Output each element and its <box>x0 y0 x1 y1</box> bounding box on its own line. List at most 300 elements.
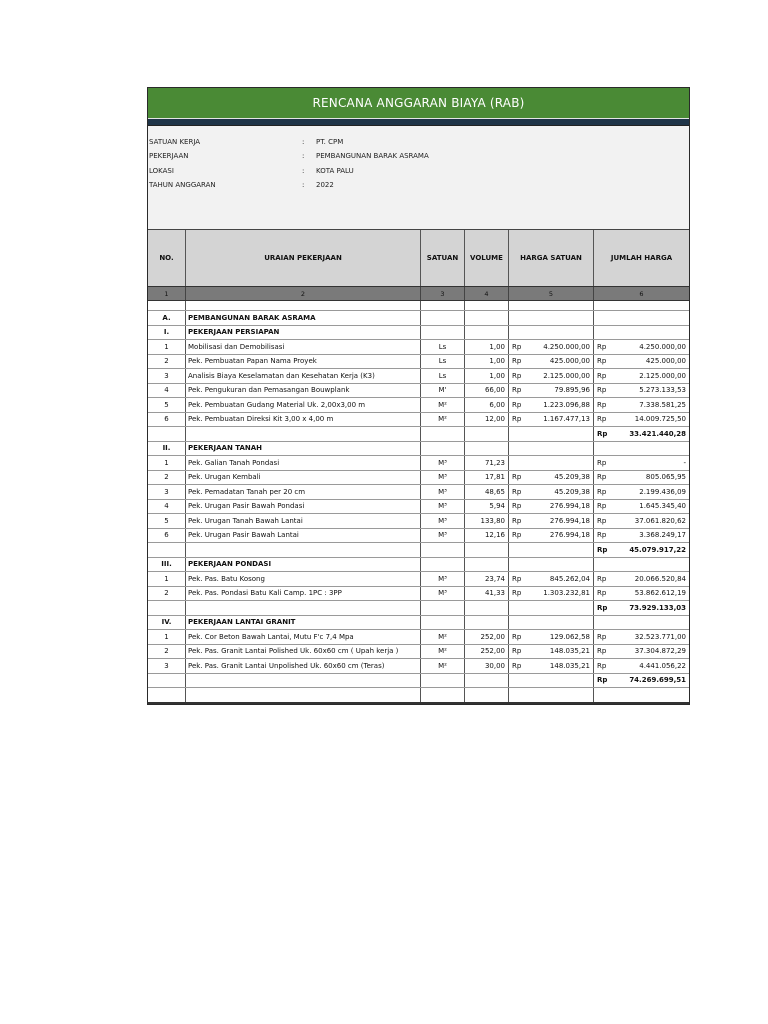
spacer-cell <box>186 301 421 310</box>
cell-no: 2 <box>148 471 186 485</box>
currency-label: Rp <box>512 400 522 409</box>
currency-label: Rp <box>512 647 522 656</box>
cell-jumlah-harga <box>594 340 689 354</box>
cell-no <box>148 427 186 441</box>
table-row <box>148 572 689 587</box>
cell-satuan <box>421 543 465 557</box>
cell-no: 6 <box>148 529 186 543</box>
currency-label: Rp <box>512 589 522 598</box>
cell-harga-satuan <box>509 529 594 543</box>
cell-jumlah-harga <box>594 456 689 470</box>
cell-satuan: M² <box>421 630 465 644</box>
header-volume: VOLUME <box>465 230 509 286</box>
cell-jumlah-harga <box>594 688 689 702</box>
currency-label: Rp <box>597 545 608 554</box>
info-label: SATUAN KERJA <box>149 138 201 146</box>
column-number: 5 <box>509 287 594 300</box>
cell-satuan: M³ <box>421 456 465 470</box>
cell-satuan <box>421 688 465 702</box>
harga-amount: 2.125.000,00 <box>543 371 590 380</box>
cell-harga-satuan <box>509 456 594 470</box>
cell-uraian <box>186 601 421 615</box>
cell-jumlah-harga <box>594 558 689 572</box>
header-satuan: SATUAN <box>421 230 465 286</box>
cell-satuan: M³ <box>421 514 465 528</box>
section-heading-row <box>148 442 689 457</box>
cell-no: 1 <box>148 456 186 470</box>
cell-uraian: PEKERJAAN LANTAI GRANIT <box>186 616 421 630</box>
cell-uraian: Pek. Urugan Kembali <box>186 471 421 485</box>
column-number: 4 <box>465 287 509 300</box>
cell-volume: 1,00 <box>465 355 509 369</box>
column-number: 3 <box>421 287 465 300</box>
cell-volume: 252,00 <box>465 630 509 644</box>
cell-volume: 41,33 <box>465 587 509 601</box>
blank-row <box>148 688 689 704</box>
table-row <box>148 355 689 370</box>
harga-amount: 276.994,18 <box>549 531 590 540</box>
cell-satuan: Ls <box>421 355 465 369</box>
cell-satuan: M³ <box>421 587 465 601</box>
table-row <box>148 398 689 413</box>
table-row <box>148 485 689 500</box>
currency-label: Rp <box>597 661 607 670</box>
cell-volume: 66,00 <box>465 384 509 398</box>
cell-harga-satuan <box>509 326 594 340</box>
currency-label: Rp <box>597 415 607 424</box>
jumlah-amount: 33.421.440,28 <box>629 429 686 438</box>
cell-harga-satuan <box>509 355 594 369</box>
currency-label: Rp <box>512 357 522 366</box>
cell-harga-satuan <box>509 630 594 644</box>
cell-uraian: Pek. Pas. Granit Lantai Polished Uk. 60x60 cm ( Upah kerja ) <box>186 645 421 659</box>
cell-no: IV. <box>148 616 186 630</box>
currency-label: Rp <box>597 647 607 656</box>
cell-uraian: Pek. Urugan Tanah Bawah Lantai <box>186 514 421 528</box>
cell-no: III. <box>148 558 186 572</box>
cell-volume: 12,16 <box>465 529 509 543</box>
table-row <box>148 413 689 428</box>
cell-jumlah-harga <box>594 514 689 528</box>
cell-satuan: M³ <box>421 485 465 499</box>
cell-harga-satuan <box>509 398 594 412</box>
info-label: TAHUN ANGGARAN <box>149 181 216 189</box>
harga-amount: 129.062,58 <box>549 632 590 641</box>
cell-uraian: PEKERJAAN PERSIAPAN <box>186 326 421 340</box>
cell-satuan: M³ <box>421 500 465 514</box>
cell-jumlah-harga <box>594 384 689 398</box>
cell-uraian: Mobilisasi dan Demobilisasi <box>186 340 421 354</box>
cell-volume: 6,00 <box>465 398 509 412</box>
currency-label: Rp <box>597 574 607 583</box>
jumlah-amount: 7.338.581,25 <box>639 400 686 409</box>
currency-label: Rp <box>512 502 522 511</box>
jumlah-amount: 805.065,95 <box>645 473 686 482</box>
table-row <box>148 630 689 645</box>
cell-volume: 30,00 <box>465 659 509 673</box>
cell-harga-satuan <box>509 659 594 673</box>
cell-volume <box>465 688 509 702</box>
currency-label: Rp <box>512 371 522 380</box>
cell-uraian: Pek. Pembuatan Gudang Material Uk. 2,00x3,00 m <box>186 398 421 412</box>
cell-jumlah-harga <box>594 326 689 340</box>
cell-volume <box>465 674 509 688</box>
table-row <box>148 514 689 529</box>
harga-amount: 148.035,21 <box>549 661 590 670</box>
jumlah-amount: 5.273.133,53 <box>639 386 686 395</box>
info-row-pekerjaan <box>148 150 689 162</box>
cell-no: 2 <box>148 645 186 659</box>
cell-uraian: Pek. Pas. Batu Kosong <box>186 572 421 586</box>
cell-uraian: Pek. Pas. Pondasi Batu Kali Camp. 1PC : 3PP <box>186 587 421 601</box>
table-row <box>148 587 689 602</box>
cell-no: II. <box>148 442 186 456</box>
harga-amount: 1.303.232,81 <box>543 589 590 598</box>
jumlah-amount: 3.368.249,17 <box>639 531 686 540</box>
table-row <box>148 384 689 399</box>
cell-harga-satuan <box>509 688 594 702</box>
jumlah-amount: 2.199.436,09 <box>639 487 686 496</box>
currency-label: Rp <box>597 473 607 482</box>
cell-uraian: Pek. Pengukuran dan Pemasangan Bouwplank <box>186 384 421 398</box>
header-harga-satuan: HARGA SATUAN <box>509 230 594 286</box>
currency-label: Rp <box>512 516 522 525</box>
currency-label: Rp <box>512 661 522 670</box>
cell-volume: 17,81 <box>465 471 509 485</box>
cell-volume <box>465 543 509 557</box>
harga-amount: 79.895,96 <box>554 386 590 395</box>
cell-uraian: PEKERJAAN PONDASI <box>186 558 421 572</box>
currency-label: Rp <box>597 531 607 540</box>
section-heading-row <box>148 616 689 631</box>
cell-jumlah-harga <box>594 630 689 644</box>
cell-jumlah-harga <box>594 442 689 456</box>
currency-label: Rp <box>512 473 522 482</box>
section-heading-row <box>148 558 689 573</box>
subtotal-row <box>148 674 689 689</box>
harga-amount: 4.250.000,00 <box>543 342 590 351</box>
cell-volume: 1,00 <box>465 369 509 383</box>
cell-jumlah-harga <box>594 601 689 615</box>
cell-satuan: M² <box>421 645 465 659</box>
cell-harga-satuan <box>509 442 594 456</box>
subtotal-row <box>148 427 689 442</box>
cell-jumlah-harga <box>594 543 689 557</box>
cell-uraian: Pek. Pas. Granit Lantai Unpolished Uk. 60x60 cm (Teras) <box>186 659 421 673</box>
cell-jumlah-harga <box>594 355 689 369</box>
harga-amount: 845.262,04 <box>549 574 590 583</box>
harga-amount: 45.209,38 <box>554 487 590 496</box>
cell-harga-satuan <box>509 369 594 383</box>
harga-amount: 148.035,21 <box>549 647 590 656</box>
currency-label: Rp <box>512 531 522 540</box>
cell-satuan <box>421 311 465 325</box>
harga-amount: 276.994,18 <box>549 516 590 525</box>
cell-no: 2 <box>148 587 186 601</box>
cell-no: 2 <box>148 355 186 369</box>
cell-jumlah-harga <box>594 427 689 441</box>
info-colon: : <box>302 138 305 146</box>
cell-harga-satuan <box>509 616 594 630</box>
currency-label: Rp <box>512 632 522 641</box>
currency-label: Rp <box>597 516 607 525</box>
info-value: PT. CPM <box>316 138 344 146</box>
cell-satuan: M³ <box>421 572 465 586</box>
cell-satuan <box>421 427 465 441</box>
cell-volume <box>465 558 509 572</box>
cell-no: I. <box>148 326 186 340</box>
harga-amount: 276.994,18 <box>549 502 590 511</box>
info-value: KOTA PALU <box>316 167 354 175</box>
cell-jumlah-harga <box>594 413 689 427</box>
harga-amount: 1.223.096,88 <box>543 400 590 409</box>
jumlah-amount: 37.304.872,29 <box>634 647 686 656</box>
title-divider <box>148 118 689 125</box>
jumlah-amount: 425.000,00 <box>645 357 686 366</box>
header-no: NO. <box>148 230 186 286</box>
cell-harga-satuan <box>509 471 594 485</box>
currency-label: Rp <box>597 429 608 438</box>
cell-no: 4 <box>148 500 186 514</box>
cell-jumlah-harga <box>594 369 689 383</box>
cell-satuan <box>421 442 465 456</box>
cell-uraian: Pek. Cor Beton Bawah Lantai, Mutu F'c 7,4 Mpa <box>186 630 421 644</box>
info-label: LOKASI <box>149 167 174 175</box>
jumlah-amount: 4.441.056,22 <box>639 661 686 670</box>
info-label: PEKERJAAN <box>149 152 189 160</box>
cell-harga-satuan <box>509 587 594 601</box>
cell-satuan: M² <box>421 413 465 427</box>
jumlah-amount: 4.250.000,00 <box>639 342 686 351</box>
jumlah-amount: 1.645.345,40 <box>639 502 686 511</box>
cell-jumlah-harga <box>594 572 689 586</box>
cell-jumlah-harga <box>594 659 689 673</box>
cell-no: 1 <box>148 340 186 354</box>
spacer-cell <box>465 301 509 310</box>
cell-harga-satuan <box>509 572 594 586</box>
table-row <box>148 456 689 471</box>
cell-harga-satuan <box>509 311 594 325</box>
column-number: 2 <box>186 287 421 300</box>
spacer-row <box>148 301 689 311</box>
cell-volume: 1,00 <box>465 340 509 354</box>
cell-satuan <box>421 601 465 615</box>
cell-no: 3 <box>148 659 186 673</box>
cell-uraian: Pek. Pemadatan Tanah per 20 cm <box>186 485 421 499</box>
cell-harga-satuan <box>509 645 594 659</box>
cell-volume <box>465 326 509 340</box>
table-header <box>148 230 689 287</box>
cell-satuan: M' <box>421 384 465 398</box>
cell-jumlah-harga <box>594 500 689 514</box>
cell-uraian: Pek. Urugan Pasir Bawah Lantai <box>186 529 421 543</box>
cell-jumlah-harga <box>594 398 689 412</box>
spacer-cell <box>509 301 594 310</box>
cell-uraian <box>186 674 421 688</box>
jumlah-amount: - <box>683 458 686 467</box>
jumlah-amount: 32.523.771,00 <box>634 632 686 641</box>
cell-satuan <box>421 674 465 688</box>
cell-uraian: PEMBANGUNAN BARAK ASRAMA <box>186 311 421 325</box>
cell-no: A. <box>148 311 186 325</box>
currency-label: Rp <box>512 386 522 395</box>
header-uraian: URAIAN PEKERJAAN <box>186 230 421 286</box>
harga-amount: 1.167.477,13 <box>543 415 590 424</box>
cell-volume: 48,65 <box>465 485 509 499</box>
table-row <box>148 369 689 384</box>
cell-no: 1 <box>148 630 186 644</box>
cell-jumlah-harga <box>594 311 689 325</box>
column-number: 1 <box>148 287 186 300</box>
rab-sheet <box>147 87 690 705</box>
currency-label: Rp <box>597 487 607 496</box>
cell-volume <box>465 442 509 456</box>
subtotal-row <box>148 543 689 558</box>
cell-satuan: Ls <box>421 340 465 354</box>
currency-label: Rp <box>597 502 607 511</box>
cell-harga-satuan <box>509 413 594 427</box>
cell-satuan: Ls <box>421 369 465 383</box>
cell-harga-satuan <box>509 340 594 354</box>
info-row-satuan-kerja <box>148 136 689 148</box>
cell-harga-satuan <box>509 558 594 572</box>
cell-uraian <box>186 427 421 441</box>
cell-volume <box>465 616 509 630</box>
cell-no: 6 <box>148 413 186 427</box>
jumlah-amount: 14.009.725,50 <box>634 415 686 424</box>
spacer-cell <box>594 301 689 310</box>
info-row-lokasi <box>148 165 689 177</box>
cell-uraian <box>186 688 421 702</box>
section-heading-row <box>148 326 689 341</box>
cell-satuan <box>421 616 465 630</box>
cell-volume: 133,80 <box>465 514 509 528</box>
header-jumlah-harga: JUMLAH HARGA <box>610 254 673 262</box>
project-info <box>148 125 689 230</box>
info-value: 2022 <box>316 181 334 189</box>
cell-jumlah-harga <box>594 485 689 499</box>
cell-volume: 5,94 <box>465 500 509 514</box>
cell-uraian: Pek. Urugan Pasir Bawah Pondasi <box>186 500 421 514</box>
jumlah-amount: 2.125.000,00 <box>639 371 686 380</box>
section-heading-row <box>148 311 689 326</box>
cell-no: 4 <box>148 384 186 398</box>
harga-amount: 45.209,38 <box>554 473 590 482</box>
currency-label: Rp <box>512 415 522 424</box>
cell-volume: 252,00 <box>465 645 509 659</box>
cell-harga-satuan <box>509 485 594 499</box>
currency-label: Rp <box>597 589 607 598</box>
cell-harga-satuan <box>509 384 594 398</box>
cell-harga-satuan <box>509 514 594 528</box>
info-colon: : <box>302 152 305 160</box>
cell-satuan: M³ <box>421 471 465 485</box>
cell-volume <box>465 311 509 325</box>
cell-harga-satuan <box>509 543 594 557</box>
currency-label: Rp <box>597 400 607 409</box>
currency-label: Rp <box>597 386 607 395</box>
cell-volume <box>465 427 509 441</box>
cell-no: 5 <box>148 398 186 412</box>
table-row <box>148 471 689 486</box>
cell-harga-satuan <box>509 674 594 688</box>
currency-label: Rp <box>597 676 608 685</box>
info-value: PEMBANGUNAN BARAK ASRAMA <box>316 152 429 160</box>
table-row <box>148 500 689 515</box>
table-row <box>148 645 689 660</box>
currency-label: Rp <box>597 357 607 366</box>
jumlah-amount: 74.269.699,51 <box>629 676 686 685</box>
column-numbers-row <box>148 287 689 301</box>
cell-no <box>148 674 186 688</box>
cell-jumlah-harga <box>594 529 689 543</box>
cell-uraian: Pek. Galian Tanah Pondasi <box>186 456 421 470</box>
cell-jumlah-harga <box>594 674 689 688</box>
currency-label: Rp <box>512 487 522 496</box>
harga-amount: 425.000,00 <box>549 357 590 366</box>
jumlah-amount: 53.862.612,19 <box>634 589 686 598</box>
table-row <box>148 659 689 674</box>
cell-jumlah-harga <box>594 587 689 601</box>
cell-jumlah-harga <box>594 471 689 485</box>
cell-uraian: Analisis Biaya Keselamatan dan Kesehatan Kerja (K3) <box>186 369 421 383</box>
table-row <box>148 340 689 355</box>
cell-uraian: PEKERJAAN TANAH <box>186 442 421 456</box>
currency-label: Rp <box>597 342 607 351</box>
cell-satuan: M³ <box>421 529 465 543</box>
info-row-tahun-anggaran <box>148 179 689 191</box>
cell-harga-satuan <box>509 500 594 514</box>
currency-label: Rp <box>512 574 522 583</box>
currency-label: Rp <box>597 458 607 467</box>
cell-satuan: M² <box>421 659 465 673</box>
subtotal-row <box>148 601 689 616</box>
jumlah-amount: 45.079.917,22 <box>629 545 686 554</box>
sheet-title: RENCANA ANGGARAN BIAYA (RAB) <box>148 88 689 118</box>
cell-no <box>148 543 186 557</box>
cell-no <box>148 688 186 702</box>
cell-jumlah-harga <box>594 616 689 630</box>
cell-volume: 12,00 <box>465 413 509 427</box>
cell-jumlah-harga <box>594 645 689 659</box>
currency-label: Rp <box>597 632 607 641</box>
cell-volume: 71,23 <box>465 456 509 470</box>
cell-no: 3 <box>148 485 186 499</box>
cell-no: 1 <box>148 572 186 586</box>
cell-no: 5 <box>148 514 186 528</box>
cell-uraian: Pek. Pembuatan Papan Nama Proyek <box>186 355 421 369</box>
info-colon: : <box>302 167 305 175</box>
currency-label: Rp <box>512 342 522 351</box>
jumlah-amount: 20.066.520,84 <box>634 574 686 583</box>
spacer-cell <box>421 301 465 310</box>
jumlah-amount: 37.061.820,62 <box>634 516 686 525</box>
cell-volume <box>465 601 509 615</box>
cell-satuan <box>421 326 465 340</box>
cell-harga-satuan <box>509 427 594 441</box>
info-colon: : <box>302 181 305 189</box>
cell-volume: 23,74 <box>465 572 509 586</box>
cell-no <box>148 601 186 615</box>
table-body <box>148 311 689 704</box>
cell-satuan: M² <box>421 398 465 412</box>
currency-label: Rp <box>597 371 607 380</box>
cell-no: 3 <box>148 369 186 383</box>
cell-harga-satuan <box>509 601 594 615</box>
spacer-cell <box>148 301 186 310</box>
cell-uraian <box>186 543 421 557</box>
cell-uraian: Pek. Pembuatan Direksi Kit 3,00 x 4,00 m <box>186 413 421 427</box>
